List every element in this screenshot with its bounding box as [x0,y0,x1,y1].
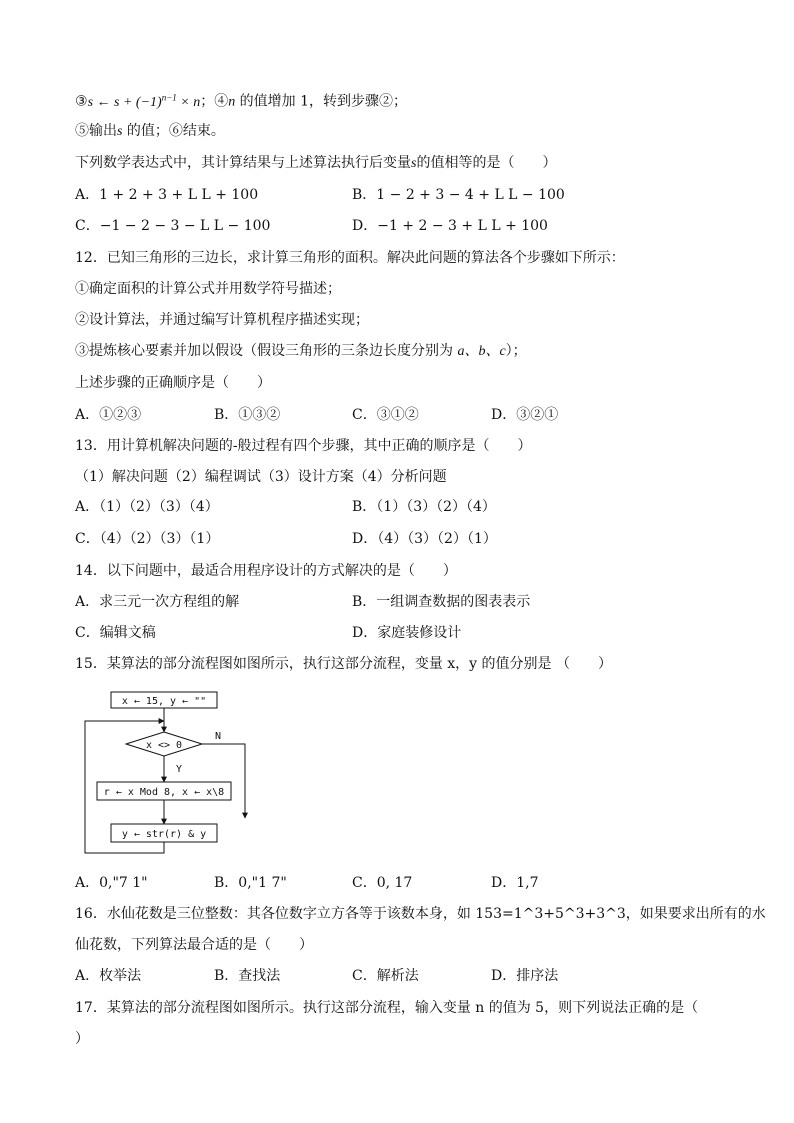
formula-exponent: n−1 [161,92,177,102]
q16-stem-line-1: 16．水仙花数是三位整数：其各位数字立方各等于该数本身，如 153=1^3+5^3+3^3，如果要求出所有的水 [75,906,766,922]
q13-option-b[interactable]: B．（1）（3）（2）（4） [352,499,496,515]
q13-stem: 13．用计算机解决问题的-般过程有四个步骤，其中正确的顺序是（ ） [75,438,532,454]
q12-option-b[interactable]: B．①③② [214,407,281,423]
var-n: n [228,94,236,110]
q12-step-2: ②设计算法，并通过编写计算机程序描述实现； [75,312,369,328]
q15-stem: 15．某算法的部分流程图如图所示，执行这部分流程，变量 x，y 的值分别是 （ ） [75,656,612,672]
q16-stem-line-2: 仙花数，下列算法最合适的是（ ） [75,937,313,953]
q12-step-1: ①确定面积的计算公式并用数学符号描述； [75,281,341,297]
q12-option-a[interactable]: A．①②③ [75,407,142,423]
flow-no-label: N [215,731,222,742]
q12-option-d[interactable]: D．③②① [491,407,559,423]
step-3-line: ③s ← $s + (-1)^{n-1} \times n$；④n 的值增加 1，转到步骤②； [75,92,408,110]
q13-items: （1）解决问题（2）编程调试（3）设计方案（4）分析问题 [75,469,447,485]
q11-option-b[interactable]: B．1 − 2 + 3 − 4 + L L − 100 [352,187,565,203]
q16-option-a[interactable]: A．枚举法 [75,968,142,984]
q13-option-a[interactable]: A．（1）（2）（3）（4） [75,499,219,515]
q16-option-b[interactable]: B．查找法 [214,968,281,984]
q11-option-a[interactable]: A．1 + 2 + 3 + L L + 100 [75,187,259,203]
output-line: ⑤输出s 的值；⑥结束。 [75,123,225,139]
q14-option-d[interactable]: D．家庭装修设计 [352,625,462,641]
flow-step2-text: y ← str(r) & y [121,829,207,840]
formula: s ← $s + (-1)^{n-1} \times n$ [87,92,201,110]
q16-option-c[interactable]: C．解析法 [352,968,419,984]
step-marker: ③ [75,93,88,110]
q12-ask: 上述步骤的正确顺序是（ ） [75,375,271,391]
var-s: s [117,124,123,139]
q17-stem-line-2: ） [75,1031,89,1047]
q11-question: 下列数学表达式中，其计算结果与上述算法执行后变量s的值相等的是（ ） [75,155,557,171]
q12-option-c[interactable]: C．③①② [352,407,419,423]
q17-stem-line-1: 17．某算法的部分流程图如图所示。执行这部分流程，输入变量 n 的值为 5，则下列说法正确的是（ [75,1000,699,1016]
q15-option-b[interactable]: B．0,"1 7" [214,875,287,891]
q11-option-c[interactable]: C．−1 − 2 − 3 − L L − 100 [75,218,271,234]
q12-step-3: ③提炼核心要素并加以假设（假设三角形的三条边长度分别为 a、b、c）； [75,343,527,359]
flow-condition-text: x <> 0 [145,740,183,751]
flow-no-branch [202,744,245,818]
q15-option-a[interactable]: A．0,"7 1" [75,875,148,891]
q13-option-d[interactable]: D．（4）（3）（2）（1） [352,531,497,547]
flow-init-text: x ← 15, y ← "" [121,696,207,707]
q12-stem: 12．已知三角形的三边长，求计算三角形的面积。解决此问题的算法各个步骤如下所示： [75,250,625,266]
q13-option-c[interactable]: C．（4）（2）（3）（1） [75,531,220,547]
q14-stem: 14．以下问题中，最适合用程序设计的方式解决的是（ ） [75,563,457,579]
q15-option-d[interactable]: D．1,7 [491,875,539,891]
flow-yes-label: Y [176,764,183,775]
q11-option-d[interactable]: D．−1 + 2 − 3 + L L + 100 [352,218,548,234]
flow-step1-text: r ← x Mod 8, x ← x\8 [103,787,225,798]
q14-option-c[interactable]: C．编辑文稿 [75,625,156,641]
q14-option-b[interactable]: B．一组调查数据的图表表示 [352,594,531,610]
q14-option-a[interactable]: A．求三元一次方程组的解 [75,594,240,610]
q16-option-d[interactable]: D．排序法 [491,968,559,984]
q15-option-c[interactable]: C．0, 17 [352,875,413,891]
q15-flowchart [80,686,270,858]
